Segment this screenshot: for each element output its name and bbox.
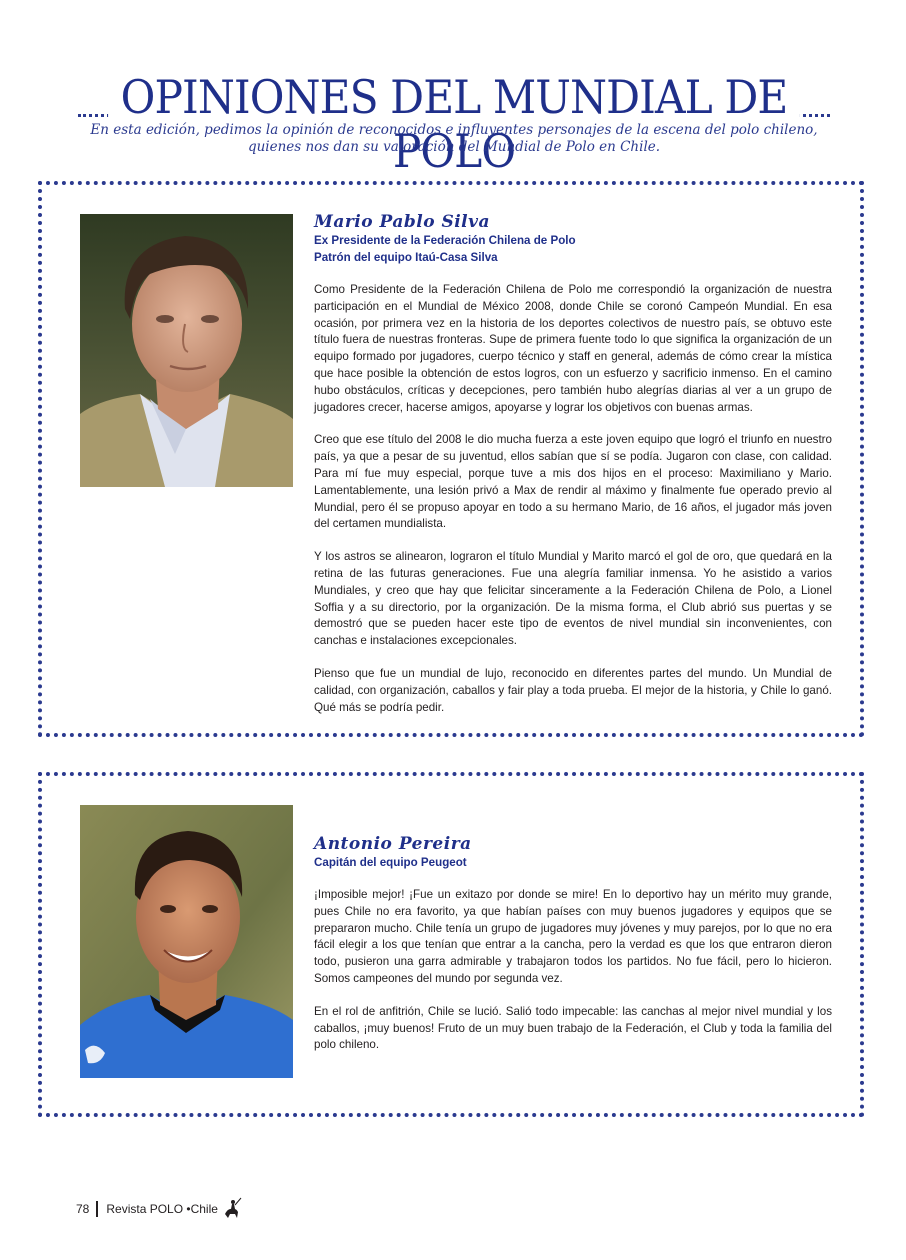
profile-paragraph: ¡Imposible mejor! ¡Fue un exitazo por donde se mire! En lo deportivo hay un mérito muy grande, pues Chile no era favorito, ya que habían países con muy buenos jugadores y equipos que se prepararon mucho. Chile tenía un grupo de jugadores muy jóvenes y muy parejos, por lo que no era fácil elegir a los que tenían que entrar a la cancha, pero la verdad es que los que entraron dieron todo, pusieron una garra admirable y trabajaron todos los partidos. No fue fácil, pero lo hicieron. Somos campeones del mundo por segunda vez.	[314, 888, 832, 985]
profile-paragraph: Creo que ese título del 2008 le dio mucha fuerza a este joven equipo que logró el triunfo en nuestro país, ya que a pesar de su juventud, ellos sabían que sí se podía. Jugaron con clase, con calidad. Para mí fue muy especial, porque tuve a mis dos hijos en el proceso: Maximiliano y Mario. Lamentablemente, una lesión privó a Max de rendir al máximo y finalmente fue operado previo al Mundial, pero él se propuso apoyar en todo a su hermano Mario, de 16 años, el jugador más joven del certamen mundialista.	[314, 433, 832, 531]
portrait-photo-antonio-pereira	[80, 805, 293, 1078]
profile-role: Ex Presidente de la Federación Chilena de Polo	[314, 234, 576, 247]
profile-card-mario-pablo-silva	[38, 181, 864, 737]
profile-role: Patrón del equipo Itaú-Casa Silva	[314, 251, 498, 264]
page-title: OPINIONES DEL MUNDIAL DE POLO	[108, 70, 800, 178]
profile-roles	[314, 232, 832, 266]
profile-text-antonio-pereira	[314, 834, 832, 1070]
polo-player-icon	[222, 1196, 242, 1223]
footer-divider	[96, 1201, 98, 1217]
profile-paragraph: Pienso que fue un mundial de lujo, reconocido en diferentes partes del mundo. Un Mundial de calidad, con organización, caballos y fair play a toda prueba. El mejor de la historia, y Chile lo ganó. Qué más se podría pedir.	[314, 666, 832, 714]
profile-paragraph: Como Presidente de la Federación Chilena de Polo me correspondió la organización de nuestra participación en el Mundial de México 2008, donde Chile se coronó Campeón Mundial. En esa ocasión, por primera vez en la historia de los deportes colectivos de nuestro país, se obtuvo este título fuera de nuestras fronteras. Supe de primera fuente todo lo que significa la organización de un equipo formado por jugadores, cuerpo técnico y staff en general, además de cómo crear la mística que hace posible la obtención de estos logros, con un esfuerzo y sacrificio inmenso. En el camino hubo obstáculos, críticas y decepciones, pero también hubo alegrías diarias al ver a un grupo de jugadores crecer, hacerse amigos, apoyarse y lograr los objetivos con buenas armas.	[314, 283, 832, 414]
publication-name: Revista POLO •Chile	[106, 1202, 218, 1216]
profile-text-mario-pablo-silva	[314, 212, 832, 732]
profile-roles	[314, 854, 832, 871]
page-footer	[76, 1197, 242, 1221]
profile-paragraph: En el rol de anfitrión, Chile se lució. Salió todo impecable: las canchas al mejor nivel mundial y los caballos, ¡muy buenos! Fruto de un muy buen trabajo de la Federación, el Club y toda la familia del polo chileno.	[314, 1004, 832, 1052]
page-number: 78	[76, 1202, 90, 1216]
profile-name: Mario Pablo Silva	[314, 212, 491, 232]
profile-paragraph: Y los astros se alinearon, lograron el título Mundial y Marito marcó el gol de oro, que quedará en la retina de las futuras generaciones. Fue una alegría familiar inmensa. Yo he asistido a varios Mundiales, y creo que hay que felicitar sinceramente a la Federación Chilena de Polo, a Lionel Soffia y a su directorio, por la organización. De la misma forma, el Club abrió sus puertas y se demostró que se pueden hacer este tipo de eventos de nivel mundial sin inconvenientes, con canchas e instalaciones excepcionales.	[314, 550, 832, 648]
profile-name: Antonio Pereira	[314, 834, 472, 854]
portrait-photo-mario-pablo-silva	[80, 214, 293, 487]
profile-role: Capitán del equipo Peugeot	[314, 856, 467, 869]
page-subtitle: En esta edición, pedimos la opinión de reconocidos e influyentes personajes de la escena del polo chileno, quienes nos dan su valoración del Mundial de Polo en Chile.	[90, 122, 818, 155]
profile-card-antonio-pereira	[38, 772, 864, 1117]
